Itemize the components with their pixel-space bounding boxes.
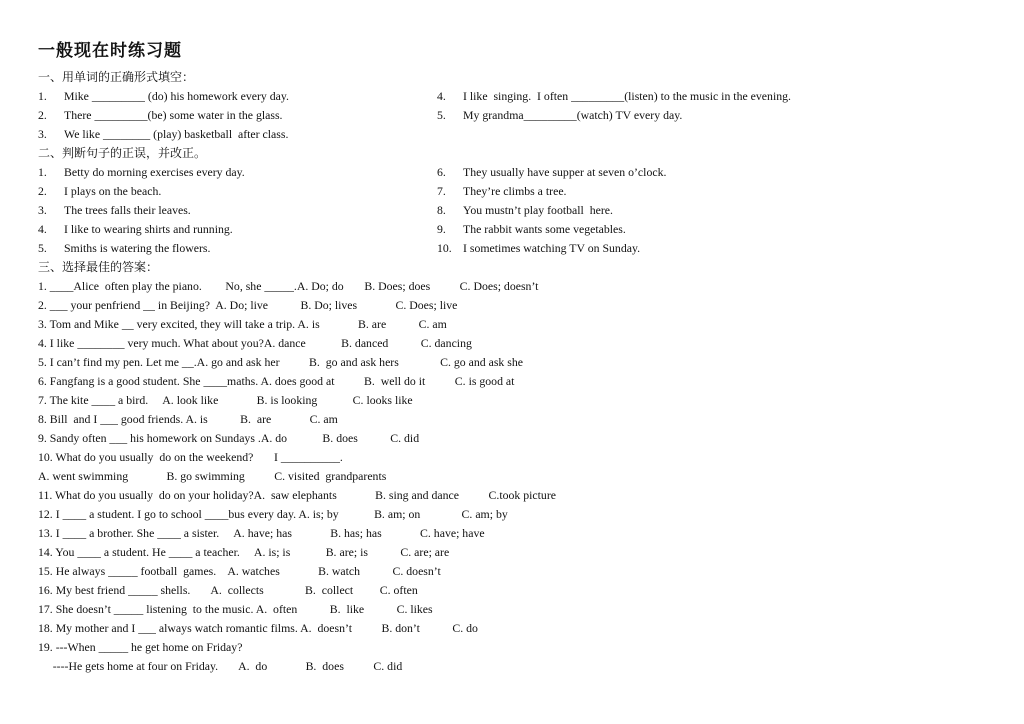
- s3-question-19-answer: ----He gets home at four on Friday. A. do B. does C. did: [38, 659, 403, 673]
- s2-item-text: The rabbit wants some vegetables.: [463, 222, 626, 236]
- s1-item-3: [38, 127, 288, 141]
- s1-item-5: [437, 108, 682, 122]
- s3-question-2: 2. ___ your penfriend __ in Beijing? A. Do; live B. Do; lives C. Does; live: [38, 298, 458, 312]
- section-2-heading: 二、判断句子的正误，并改正。: [38, 146, 207, 160]
- s1-item-num: 1.: [38, 89, 47, 103]
- s1-item-text: My grandma_________(watch) TV every day.: [463, 108, 683, 122]
- s3-question-10: 10. What do you usually do on the weekend? I __________.: [38, 450, 343, 464]
- s2-item-10: [437, 241, 640, 255]
- s2-item-7: [437, 184, 567, 198]
- s2-item-num: 4.: [38, 222, 47, 236]
- s2-item-num: 7.: [437, 184, 446, 198]
- s2-item-text: The trees falls their leaves.: [64, 203, 191, 217]
- s2-item-num: 6.: [437, 165, 446, 179]
- s2-item-text: I plays on the beach.: [64, 184, 162, 198]
- s3-question-5: 5. I can’t find my pen. Let me __.A. go and ask her B. go and ask hers C. go and ask she: [38, 355, 524, 369]
- s3-question-10-options: A. went swimming B. go swimming C. visited grandparents: [38, 469, 387, 483]
- s2-item-num: 8.: [437, 203, 446, 217]
- s1-item-1: [38, 89, 289, 103]
- s2-item-num: 3.: [38, 203, 47, 217]
- s1-item-num: 2.: [38, 108, 47, 122]
- s2-item-num: 10.: [437, 241, 452, 255]
- s2-item-6: [437, 165, 666, 179]
- s1-item-2: [38, 108, 283, 122]
- s3-question-9: 9. Sandy often ___ his homework on Sundays .A. do B. does C. did: [38, 431, 420, 445]
- s1-item-num: 4.: [437, 89, 446, 103]
- s2-item-text: I sometimes watching TV on Sunday.: [463, 241, 641, 255]
- s1-item-text: There _________(be) some water in the glass.: [64, 108, 283, 122]
- s3-question-11: 11. What do you usually do on your holiday?A. saw elephants B. sing and dance C.took picture: [38, 488, 556, 502]
- s3-question-7: 7. The kite ____ a bird. A. look like B. is looking C. looks like: [38, 393, 413, 407]
- s2-item-5: [38, 241, 210, 255]
- section-3-heading: 三、选择最佳的答案：: [38, 260, 159, 274]
- s1-item-text: We like ________ (play) basketball after class.: [64, 127, 289, 141]
- s2-item-text: You mustn’t play football here.: [463, 203, 613, 217]
- s1-item-text: I like singing. I often _________(listen) to the music in the evening.: [463, 89, 791, 103]
- s3-question-13: 13. I ____ a brother. She ____ a sister. A. have; has B. has; has C. have; have: [38, 526, 485, 540]
- s2-item-text: Betty do morning exercises every day.: [64, 165, 245, 179]
- s3-question-4: 4. I like ________ very much. What about you?A. dance B. danced C. dancing: [38, 336, 472, 350]
- s2-item-8: [437, 203, 613, 217]
- s3-question-16: 16. My best friend _____ shells. A. collects B. collect C. often: [38, 583, 418, 597]
- s3-question-15: 15. He always _____ football games. A. watches B. watch C. doesn’t: [38, 564, 441, 578]
- s2-item-text: They usually have supper at seven o’clock.: [463, 165, 667, 179]
- s2-item-text: They’re climbs a tree.: [463, 184, 567, 198]
- section-1-heading: 一、用单词的正确形式填空：: [38, 70, 195, 84]
- s3-question-1: 1. ____Alice often play the piano. No, she _____.A. Do; do B. Does; does C. Does; doesn’t: [38, 279, 539, 293]
- s3-question-19: 19. ---When _____ he get home on Friday?: [38, 640, 243, 654]
- s1-item-text: Mike _________ (do) his homework every day.: [64, 89, 289, 103]
- s3-question-17: 17. She doesn’t _____ listening to the music. A. often B. like C. likes: [38, 602, 433, 616]
- s2-item-4: [38, 222, 233, 236]
- s2-item-2: [38, 184, 161, 198]
- page-title: 一般现在时练习题: [38, 41, 182, 61]
- s3-question-3: 3. Tom and Mike __ very excited, they will take a trip. A. is B. are C. am: [38, 317, 447, 331]
- s2-item-num: 1.: [38, 165, 47, 179]
- s3-question-8: 8. Bill and I ___ good friends. A. is B. are C. am: [38, 412, 338, 426]
- s1-item-num: 3.: [38, 127, 47, 141]
- s2-item-num: 9.: [437, 222, 446, 236]
- s2-item-1: [38, 165, 245, 179]
- s3-question-12: 12. I ____ a student. I go to school ____bus every day. A. is; by B. am; on C. am; by: [38, 507, 508, 521]
- s2-item-num: 2.: [38, 184, 47, 198]
- s2-item-text: Smiths is watering the flowers.: [64, 241, 211, 255]
- s2-item-3: [38, 203, 191, 217]
- s3-question-14: 14. You ____ a student. He ____ a teacher. A. is; is B. are; is C. are; are: [38, 545, 450, 559]
- s1-item-4: [437, 89, 791, 103]
- s3-question-18: 18. My mother and I ___ always watch romantic films. A. doesn’t B. don’t C. do: [38, 621, 478, 635]
- s2-item-9: [437, 222, 626, 236]
- s3-question-6: 6. Fangfang is a good student. She ____maths. A. does good at B. well do it C. is good at: [38, 374, 515, 388]
- s1-item-num: 5.: [437, 108, 446, 122]
- s2-item-num: 5.: [38, 241, 47, 255]
- s2-item-text: I like to wearing shirts and running.: [64, 222, 233, 236]
